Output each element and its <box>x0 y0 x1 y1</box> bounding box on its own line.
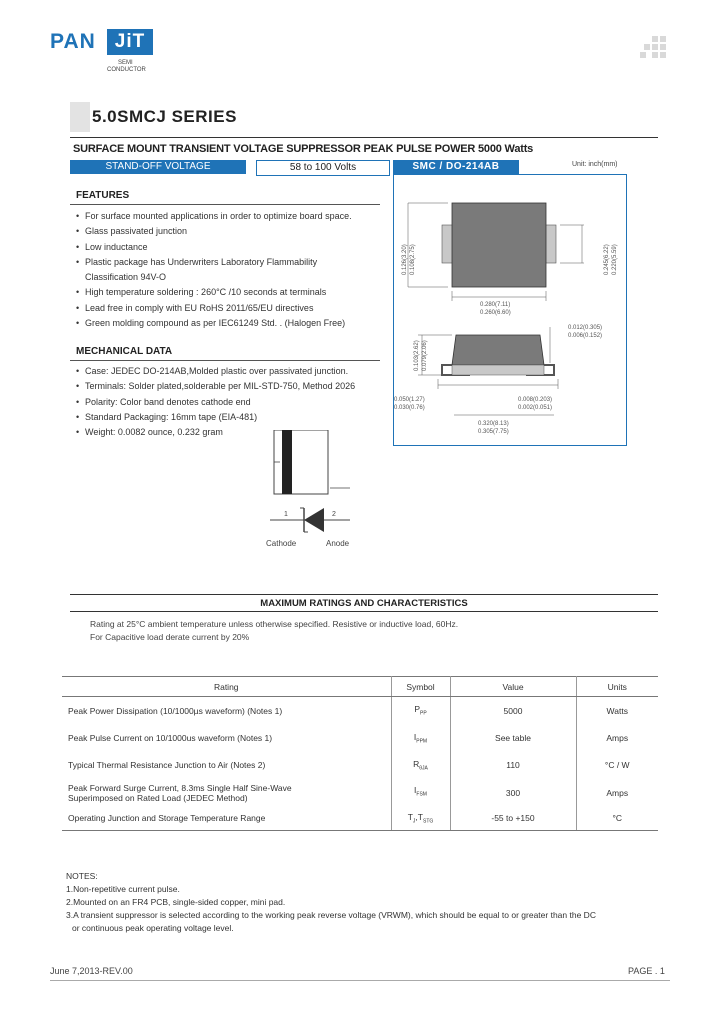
dim-side-right-b: 0.006(0.152) <box>568 333 603 339</box>
note-3: 3.A transient suppressor is selected according to the working peak reverse voltage (VRWM), which should be equal to or greater than the DC <box>66 910 596 920</box>
note-1: 1.Non-repetitive current pulse. <box>66 884 180 894</box>
list-item: • Lead free in comply with EU RoHS 2011/65/EU directives <box>76 301 386 316</box>
table-row <box>62 779 658 807</box>
dim-top-left-b: 0.108(2.75) <box>410 244 416 275</box>
dim-side-right-a: 0.012(0.305) <box>568 325 603 331</box>
max-ratings-rule-bottom <box>70 611 658 612</box>
rating-cell: Operating Junction and Storage Temperature Range <box>62 807 391 831</box>
table-row <box>62 725 658 752</box>
header-symbol: Symbol <box>391 677 450 697</box>
list-item: • For surface mounted applications in order to optimize board space. <box>76 209 386 224</box>
header-rating: Rating <box>62 677 391 697</box>
dim-foot-a: 0.008(0.203) <box>518 397 553 403</box>
table-row <box>62 752 658 779</box>
dim-lead-b: 0.030(0.76) <box>394 405 425 411</box>
rating-cell: Peak Forward Surge Current, 8.3ms Single Half Sine-Wave Superimposed on Rated Load (JEDEC Method) <box>62 779 391 807</box>
dim-bottom-b: 0.260(6.60) <box>480 310 511 316</box>
dim-bottom-a: 0.280(7.11) <box>480 302 511 308</box>
standoff-voltage-value: 58 to 100 Volts <box>256 160 390 176</box>
pin-2-label: 2 <box>332 511 336 518</box>
notes-title: NOTES: <box>66 871 98 881</box>
table-header-row <box>62 677 658 697</box>
list-item: • High temperature soldering : 260°C /10 seconds at terminals <box>76 285 386 300</box>
value-cell: 300 <box>450 779 576 807</box>
anode-label: Anode <box>326 539 350 548</box>
value-cell: See table <box>450 725 576 752</box>
dim-side-left-a: 0.103(2.62) <box>414 340 420 371</box>
list-item-continuation: Classification 94V-O <box>85 272 167 283</box>
list-item: • Standard Packaging: 16mm tape (EIA-481) <box>76 410 386 425</box>
note-2: 2.Mounted on an FR4 PCB, single-sided copper, mini pad. <box>66 897 286 907</box>
package-unit-label: Unit: inch(mm) <box>572 161 618 168</box>
dim-side-left-b: 0.079(2.06) <box>422 340 428 371</box>
units-cell: Amps <box>606 733 629 743</box>
package-outline-drawing <box>394 175 626 445</box>
list-item: • Weight: 0.0082 ounce, 0.232 gram <box>76 425 386 440</box>
list-item: • Glass passivated junction <box>76 224 386 239</box>
list-item: • Low inductance <box>76 240 386 255</box>
series-title: 5.0SMCJ SERIES <box>92 107 237 126</box>
symbol-cell: $I_{PPM}$ <box>391 725 450 752</box>
mechanical-rule <box>70 360 380 361</box>
units-cell: °C / W <box>604 760 630 770</box>
rating-conditions: Rating at 25°C ambient temperature unless otherwise specified. Resistive or inductive load, 60Hz. <box>90 619 459 629</box>
header-units: Units <box>576 677 658 697</box>
dim-top-left-a: 0.126(3.20) <box>402 244 408 275</box>
note-3-continued: or continuous peak operating voltage level. <box>72 923 234 933</box>
mechanical-list <box>76 364 386 440</box>
capacitive-derate-note: For Capacitive load derate current by 20% <box>90 632 250 642</box>
dim-overall-a: 0.320(8.13) <box>478 421 509 427</box>
symbol-cell: $R_{\theta JA}$ <box>391 752 450 779</box>
list-item: • Terminals: Solder plated,solderable per MIL-STD-750, Method 2026 <box>76 379 386 394</box>
product-headline: SURFACE MOUNT TRANSIENT VOLTAGE SUPPRESSOR PEAK PULSE POWER 5000 Watts <box>73 143 534 155</box>
features-list <box>76 209 386 331</box>
max-ratings-title: MAXIMUM RATINGS AND CHARACTERISTICS <box>260 598 468 609</box>
series-title-marker <box>70 102 90 132</box>
package-label: SMC / DO-214AB <box>393 160 519 174</box>
standoff-voltage-label: STAND-OFF VOLTAGE <box>70 160 246 174</box>
symbol-cell: $I_{FSM}$ <box>391 779 450 807</box>
rating-cell: Typical Thermal Resistance Junction to Air (Notes 2) <box>62 752 391 779</box>
value-cell: 5000 <box>450 697 576 725</box>
symbol-cell: $P_{PP}$ <box>391 697 450 725</box>
features-title: FEATURES <box>76 190 130 201</box>
logo-pan-text: PAN <box>50 30 96 53</box>
pin-1-label: 1 <box>284 511 288 518</box>
corner-dots-decoration <box>640 36 670 66</box>
value-cell: 110 <box>450 752 576 779</box>
list-item: • Case: JEDEC DO-214AB,Molded plastic over passivated junction. <box>76 364 386 379</box>
units-cell: Watts <box>606 705 628 716</box>
dim-top-right-a: 0.245(6.22) <box>604 244 610 275</box>
max-ratings-rule-top <box>70 594 658 595</box>
dim-lead-a: 0.050(1.27) <box>394 397 425 403</box>
dim-foot-b: 0.002(0.051) <box>518 405 553 411</box>
logo-subtitle-semi: SEMI <box>118 60 133 66</box>
logo-jit-badge: JiT <box>107 29 153 55</box>
list-item: • Green molding compound as per IEC61249 Std. . (Halogen Free) <box>76 316 386 331</box>
table-row <box>62 807 658 831</box>
rating-cell: Peak Power Dissipation (10/1000µs waveform) (Notes 1) <box>62 697 391 725</box>
table-row <box>62 697 658 725</box>
logo-subtitle-conductor: CONDUCTOR <box>107 67 146 73</box>
page-number: PAGE . 1 <box>628 966 665 976</box>
footer-rule <box>50 980 670 981</box>
value-cell: -55 to +150 <box>450 807 576 831</box>
mechanical-title: MECHANICAL DATA <box>76 346 173 357</box>
diode-symbol-drawing <box>260 430 360 550</box>
units-cell: Amps <box>606 787 629 798</box>
symbol-cell: $T_J,T_{STG}$ <box>391 807 450 831</box>
list-item: • Plastic package has Underwriters Laboratory Flammability <box>76 255 386 270</box>
rating-cell: Peak Pulse Current on 10/1000us waveform (Notes 1) <box>62 725 391 752</box>
header-value: Value <box>450 677 576 697</box>
cathode-label: Cathode <box>266 539 297 548</box>
ratings-table <box>62 676 658 831</box>
list-item: • Polarity: Color band denotes cathode end <box>76 395 386 410</box>
revision-date: June 7,2013-REV.00 <box>50 966 133 976</box>
title-divider <box>70 137 658 138</box>
dim-overall-b: 0.305(7.75) <box>478 429 509 435</box>
features-rule <box>70 204 380 205</box>
units-cell: °C <box>576 807 658 831</box>
notes-block <box>66 870 596 935</box>
dim-top-right-b: 0.220(5.59) <box>612 244 618 275</box>
